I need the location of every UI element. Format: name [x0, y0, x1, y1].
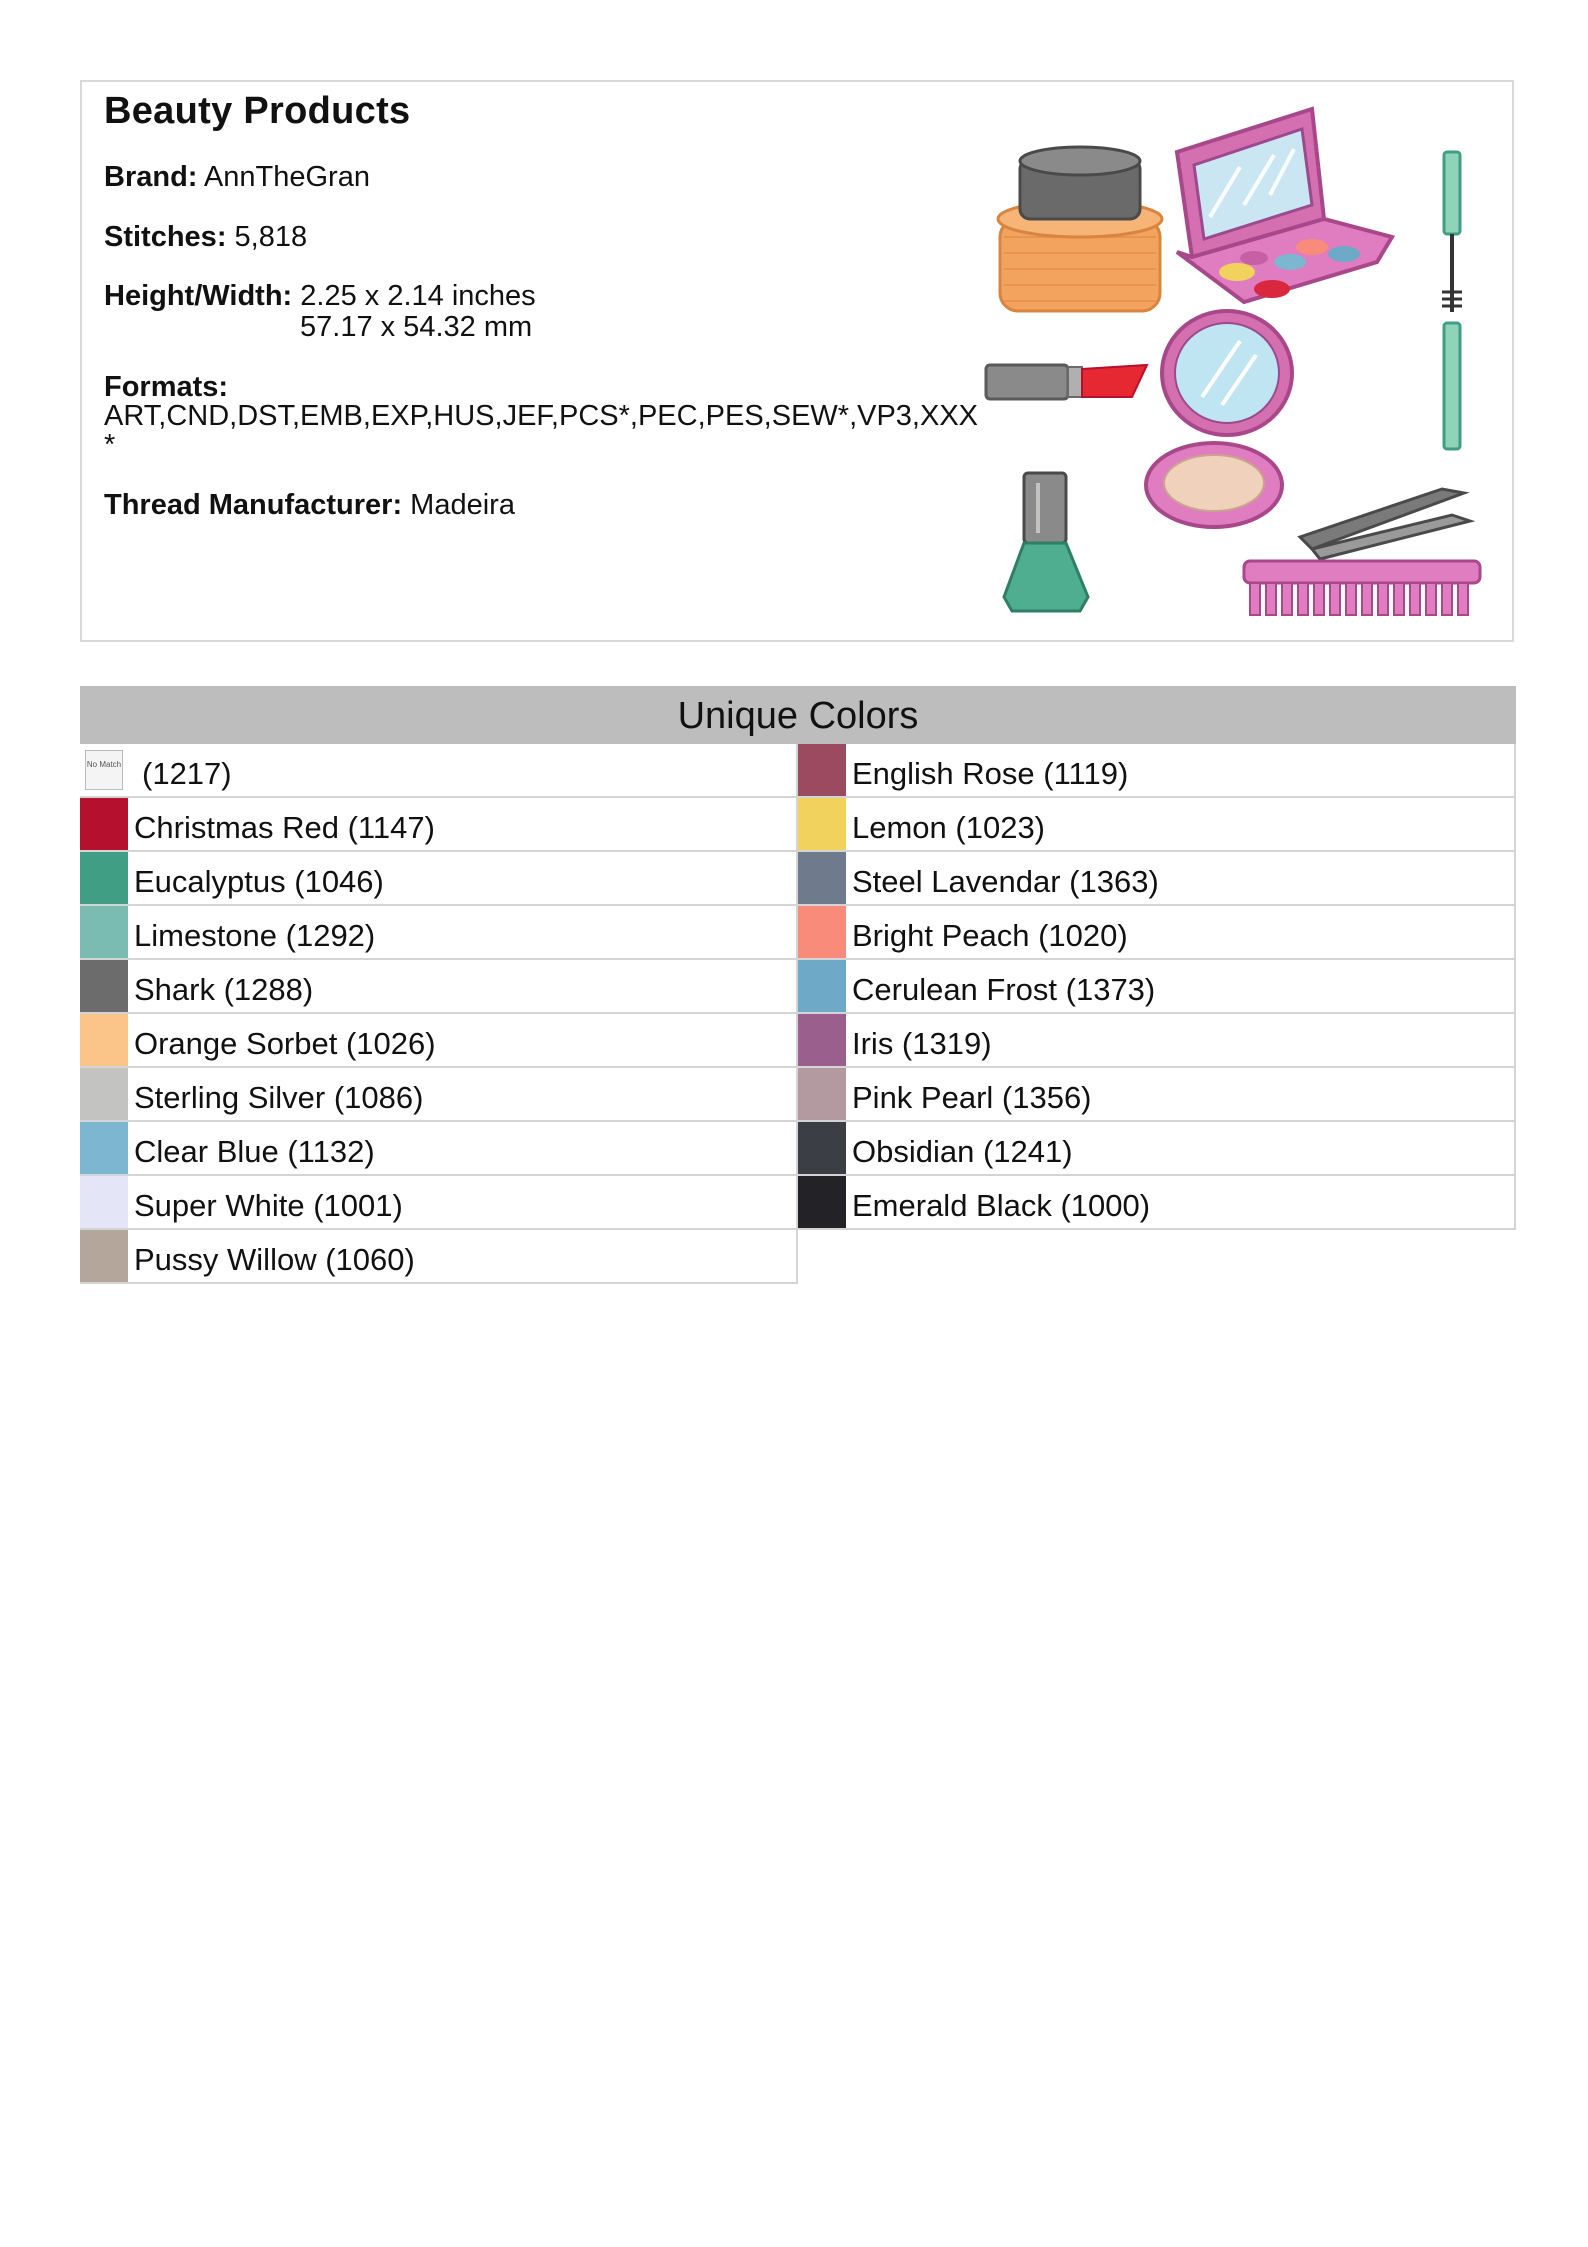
- color-swatch: [798, 1122, 846, 1174]
- design-info-card: [80, 80, 1514, 642]
- color-row: [80, 798, 798, 852]
- color-row: [798, 1014, 1516, 1068]
- thread-manufacturer-field: [104, 490, 515, 520]
- color-swatch: [80, 960, 128, 1012]
- color-row: [80, 1230, 798, 1284]
- color-row: [80, 744, 798, 798]
- color-swatch: [798, 960, 846, 1012]
- color-swatch: [80, 1068, 128, 1120]
- color-name: Pussy Willow (1060): [134, 1242, 415, 1277]
- color-swatch: [798, 744, 846, 796]
- color-swatch: [80, 744, 128, 796]
- comb-icon: [1244, 561, 1480, 615]
- color-name: Lemon (1023): [852, 810, 1046, 845]
- tweezers-icon: [1300, 489, 1470, 559]
- mascara-icon: [1442, 152, 1462, 449]
- color-name: Pink Pearl (1356): [852, 1080, 1092, 1115]
- color-row: [80, 906, 798, 960]
- color-row: [798, 1176, 1516, 1230]
- color-row: [798, 960, 1516, 1014]
- color-row: [798, 906, 1516, 960]
- color-row: [80, 1014, 798, 1068]
- color-name: Steel Lavendar (1363): [852, 864, 1159, 899]
- color-swatch: [80, 906, 128, 958]
- thread-manufacturer-value: Madeira: [410, 489, 515, 521]
- color-swatch: [80, 852, 128, 904]
- color-row: [798, 1122, 1516, 1176]
- height-width-label: Height/Width:: [104, 280, 293, 312]
- thread-manufacturer-label: Thread Manufacturer:: [104, 489, 403, 521]
- color-swatch: [80, 1122, 128, 1174]
- color-name: English Rose (1119): [852, 756, 1129, 791]
- stitches-value: 5,818: [234, 221, 308, 253]
- color-row: [80, 852, 798, 906]
- eyeshadow-palette-icon: [1177, 109, 1392, 302]
- color-row: [798, 744, 1516, 798]
- color-name: Cerulean Frost (1373): [852, 972, 1156, 1007]
- color-swatch: [80, 1014, 128, 1066]
- no-match-icon: No Match: [85, 750, 123, 790]
- color-name: Limestone (1292): [134, 918, 376, 953]
- color-name: Emerald Black (1000): [852, 1188, 1151, 1223]
- compact-mirror-icon: [1146, 311, 1292, 527]
- height-width-field: [104, 281, 536, 311]
- color-swatch: [798, 1068, 846, 1120]
- color-name: Obsidian (1241): [852, 1134, 1073, 1169]
- color-swatch: [798, 906, 846, 958]
- brand-field: [104, 162, 370, 192]
- formats-label: Formats:: [104, 371, 229, 403]
- color-name: Sterling Silver (1086): [134, 1080, 424, 1115]
- color-row: [80, 1122, 798, 1176]
- color-name: Clear Blue (1132): [134, 1134, 375, 1169]
- nail-polish-icon: [1004, 473, 1088, 611]
- color-swatch: [798, 798, 846, 850]
- color-swatch: [798, 852, 846, 904]
- color-row: [798, 1068, 1516, 1122]
- brand-label: Brand:: [104, 161, 198, 193]
- color-swatch: [798, 1176, 846, 1228]
- color-name: Bright Peach (1020): [852, 918, 1128, 953]
- color-swatch: [80, 798, 128, 850]
- color-swatch: [80, 1230, 128, 1282]
- design-title: Beauty Products: [104, 90, 411, 132]
- stitches-label: Stitches:: [104, 221, 227, 253]
- color-name: Super White (1001): [134, 1188, 403, 1223]
- design-preview-image: [982, 97, 1492, 627]
- color-swatch: [798, 1014, 846, 1066]
- brand-value: AnnTheGran: [203, 161, 370, 193]
- colors-column-right: [798, 744, 1516, 1230]
- formats-value: ART,CND,DST,EMB,EXP,HUS,JEF,PCS*,PEC,PES,SEW*,VP3,XXX*: [104, 400, 979, 461]
- lipstick-icon: [986, 365, 1147, 399]
- color-name: Eucalyptus (1046): [134, 864, 384, 899]
- color-row: [798, 798, 1516, 852]
- size-inches: 2.25 x 2.14 inches: [300, 280, 536, 312]
- color-row: [798, 852, 1516, 906]
- unique-colors-heading: Unique Colors: [80, 686, 1516, 744]
- colors-column-left: [80, 744, 798, 1284]
- color-name: Christmas Red (1147): [134, 810, 435, 845]
- color-row: [80, 1068, 798, 1122]
- color-name: Shark (1288): [134, 972, 314, 1007]
- color-row: [80, 960, 798, 1014]
- color-name: Iris (1319): [852, 1026, 992, 1061]
- color-name: (1217): [142, 756, 232, 791]
- color-row: [80, 1176, 798, 1230]
- unique-colors-table: [80, 686, 1516, 1277]
- color-swatch: [80, 1176, 128, 1228]
- stitches-field: [104, 222, 307, 252]
- powder-jar-icon: [998, 147, 1162, 311]
- color-name: Orange Sorbet (1026): [134, 1026, 436, 1061]
- size-mm: 57.17 x 54.32 mm: [300, 311, 533, 343]
